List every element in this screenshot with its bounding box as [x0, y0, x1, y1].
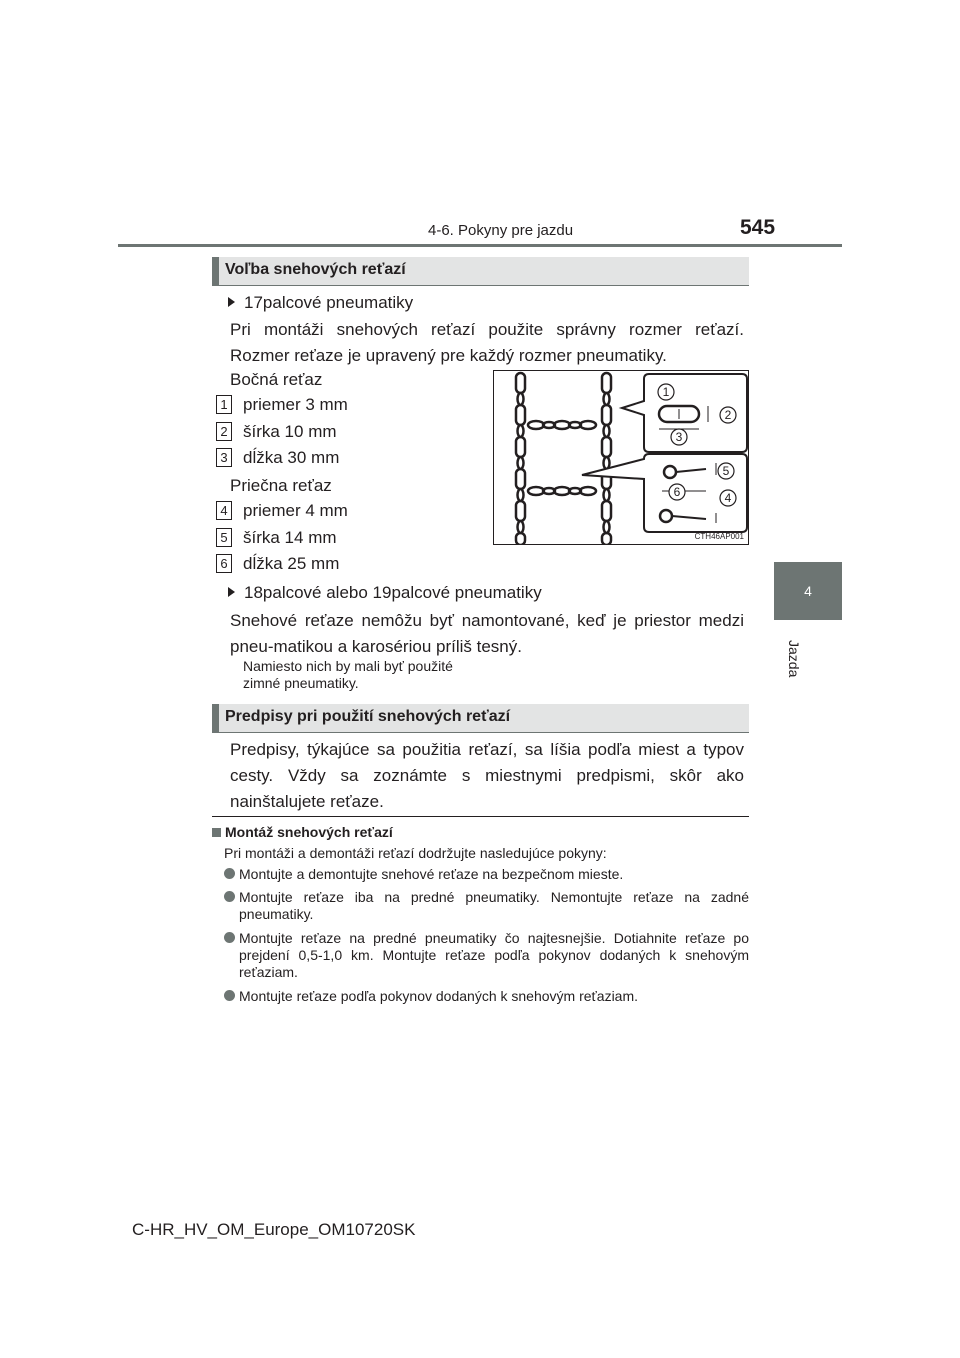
- list-item: Montujte reťaze podľa pokynov dodaných k snehovým reťaziam.: [224, 988, 749, 1005]
- figure-callout-6: 6: [673, 485, 681, 499]
- snow-chain-diagram: [493, 370, 749, 545]
- measurement-item: priemer 3 mm: [243, 395, 348, 414]
- chapter-tab: [774, 562, 842, 620]
- square-bullet-icon: [212, 828, 221, 837]
- callout-number: 5: [216, 528, 232, 547]
- list-item: Montujte reťaze iba na predné pneumatiky. Nemontujte reťaze na zadné pneumatiky.: [224, 889, 749, 923]
- bullet-icon: [224, 990, 235, 1001]
- list-item: Montujte reťaze na predné pneumatiky čo najtesnejšie. Dotiahnite reťaze po prejdení 0,5-1,0 km. Montujte reťaze podľa pokynov dodaných k snehovým reťaziam.: [224, 930, 749, 981]
- section-heading-chain-selection: Voľba snehových reťazí: [212, 257, 749, 286]
- chapter-number: 4: [804, 583, 812, 599]
- list-item: Montujte a demontujte snehové reťaze na bezpečnom mieste.: [224, 866, 749, 883]
- cross-chain-label: Priečna reťaz: [230, 476, 332, 495]
- triangle-bullet-icon: [228, 587, 235, 597]
- callout-number: 1: [216, 395, 232, 414]
- figure-callout-2: 2: [724, 408, 732, 422]
- note-winter-tires: Namiesto nich by mali byť použité zimné pneumatiky.: [243, 658, 453, 691]
- subsection-18-19-inch: 18palcové alebo 19palcové pneumatiky: [228, 580, 542, 606]
- bullet-icon: [224, 891, 235, 902]
- paragraph-17-inch: Pri montáži snehových reťazí použite správny rozmer reťazí. Rozmer reťaze je upravený pre každý rozmer pneumatiky.: [230, 320, 744, 365]
- installation-title: Montáž snehových reťazí: [212, 824, 393, 841]
- figure-callout-5: 5: [722, 464, 730, 478]
- chapter-label: Jazda: [786, 640, 802, 678]
- bullet-icon: [224, 868, 235, 879]
- callout-number: 2: [216, 422, 232, 441]
- document-id: C-HR_HV_OM_Europe_OM10720SK: [132, 1220, 416, 1239]
- figure-callout-4: 4: [724, 491, 732, 505]
- callout-number: 6: [216, 554, 232, 573]
- paragraph-regulations: Predpisy, týkajúce sa použitia reťazí, sa líšia podľa miest a typov cesty. Vždy sa zoznámte s miestnymi predpismi, skôr ako nainštalujete reťaze.: [230, 740, 744, 811]
- header-section-title: 4-6. Pokyny pre jazdu: [428, 222, 574, 239]
- callout-number: 4: [216, 501, 232, 520]
- measurement-item: dĺžka 25 mm: [243, 554, 340, 573]
- triangle-bullet-icon: [228, 297, 235, 307]
- measurement-item: šírka 10 mm: [243, 422, 337, 441]
- header-divider: [118, 244, 842, 247]
- section-divider: [212, 816, 749, 817]
- figure-callout-3: 3: [675, 430, 683, 444]
- installation-intro: Pri montáži a demontáži reťazí dodržujte nasledujúce pokyny:: [224, 845, 607, 861]
- measurement-item: dĺžka 30 mm: [243, 448, 340, 467]
- measurement-item: priemer 4 mm: [243, 501, 348, 520]
- callout-number: 3: [216, 448, 232, 467]
- figure-callout-1: 1: [662, 385, 670, 399]
- paragraph-18-19-inch: Snehové reťaze nemôžu byť namontované, keď je priestor medzi pneu-matikou a karosériou príliš tesný.: [230, 611, 744, 656]
- section-heading-regulations: Predpisy pri použití snehových reťazí: [212, 704, 749, 733]
- subsection-17-inch: 17palcové pneumatiky: [228, 290, 413, 316]
- side-chain-label: Bočná reťaz: [230, 370, 323, 389]
- bullet-icon: [224, 932, 235, 943]
- figure-code: CTH46AP001: [694, 532, 744, 541]
- chain-illustration: [494, 371, 748, 544]
- measurement-item: šírka 14 mm: [243, 528, 337, 547]
- page-number: 545: [740, 216, 776, 239]
